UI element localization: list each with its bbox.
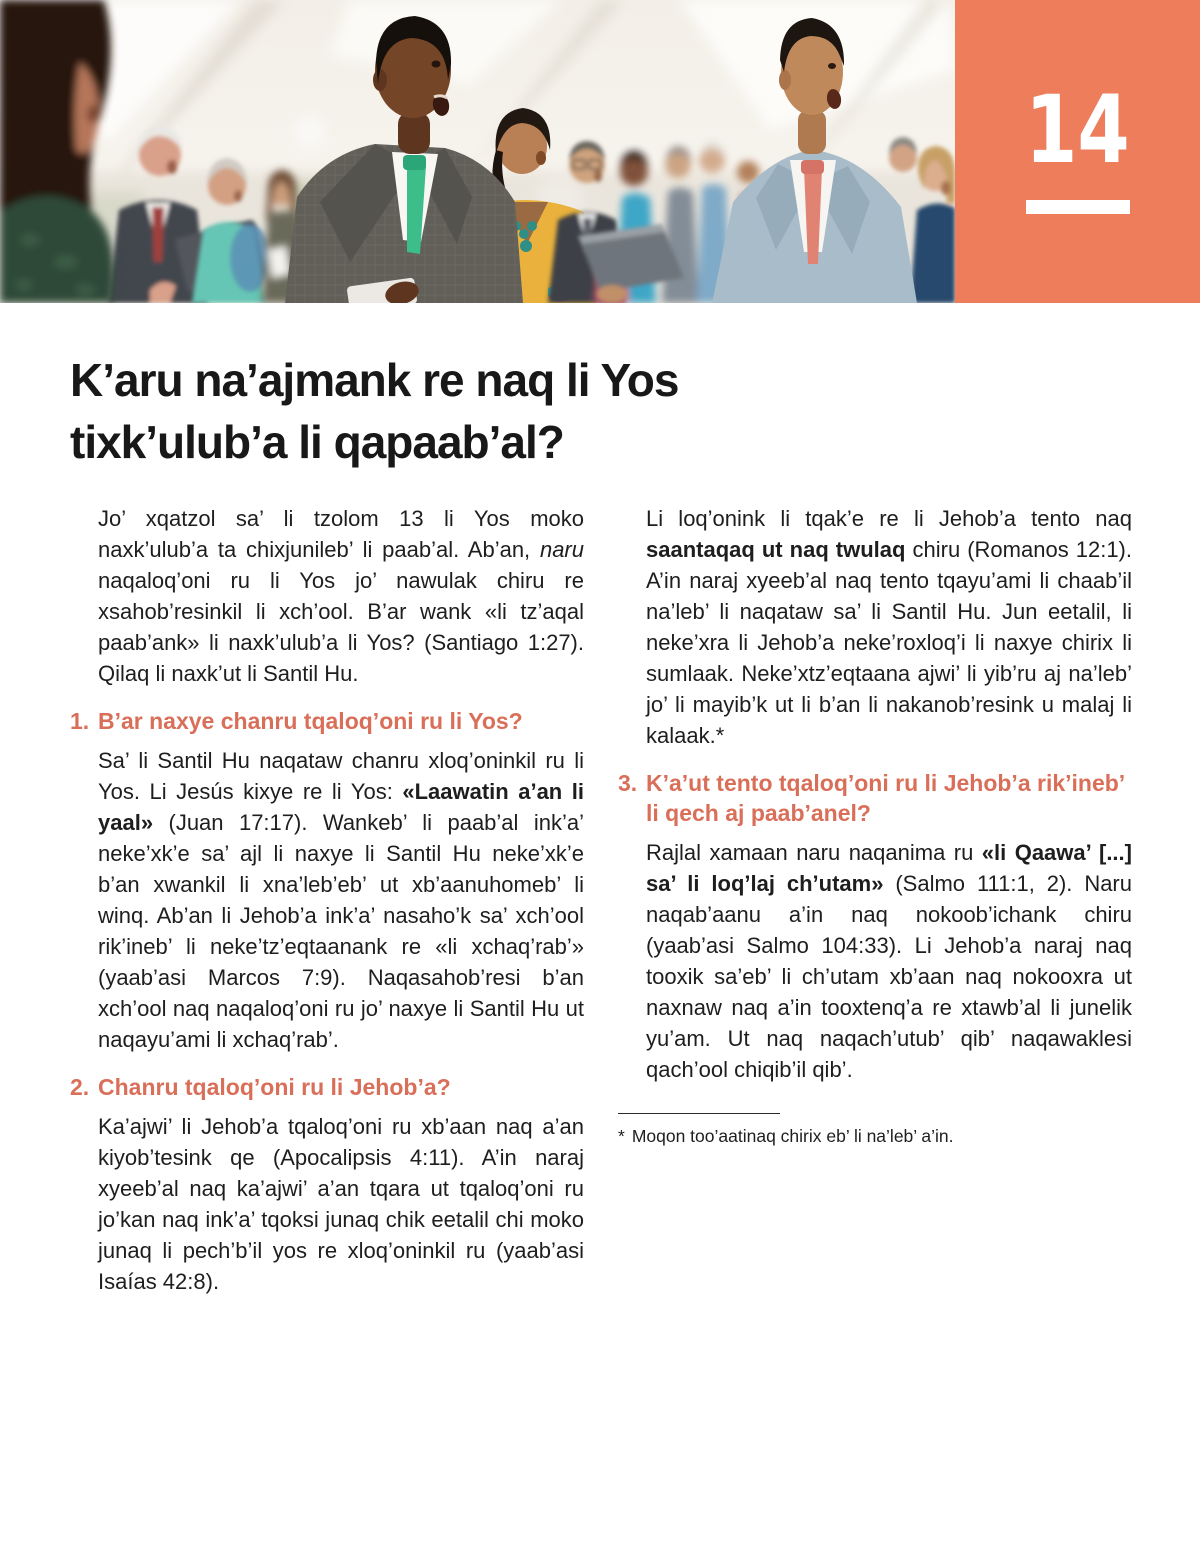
answer-paragraph-2-continued: Li loq’onink li tqak’e re li Jehob’a tento naq saantaqaq ut naq twulaq chiru (Romanos 12:1). A’in naraj xyeeb’al naq tento tqayu’ami li chaab’il na’leb’ li naqataw sa’ li Santil Hu. Jun eetalil, li neke’xra li Jehob’a neke’roxloq’i li naxye chirix li sumlaak. Neke’xtz’eqtaana ajwi’ li yib’ru aj na’leb’ jo’ li mayib’k ut li b’an li nakanob’resink u malaj li kalaak.* bbox=[646, 506, 1132, 748]
question-heading-3 bbox=[618, 768, 1132, 828]
answer-paragraph-1: Sa’ li Santil Hu naqataw chanru xloq’oninkil ru li Yos. Li Jesús kixye re li Yos: «Laawatin a’an li yaal» (Juan 17:17). Wankeb’ li paab’al ink’a’ neke’xk’e sa’ ajl li naxye li Santil Hu neke’xk’e b’an xwankil li xna’leb’eb’ ut xb’aanuhomeb’ li winq. Ab’an li Jehob’a ink’a’ nasaho’k sa’ xch’ool rik’ineb’ li neke’tz’eqtaanank re «li xchaq’rab’» (yaab’asi Marcos 7:9). Naqasahob’resi b’an xch’ool naq naqaloq’oni ru jo’ naxye li Santil Hu ut naqayu’ami li xchaq’rab’. bbox=[98, 748, 584, 1052]
question-number-1: 1. bbox=[70, 708, 90, 734]
page-header bbox=[0, 0, 1200, 303]
hero-photo-illustration bbox=[0, 0, 955, 303]
chapter-number-badge bbox=[955, 0, 1200, 303]
footnote-divider bbox=[618, 1113, 780, 1114]
question-heading-2 bbox=[70, 1072, 584, 1102]
question-text-3: K’a’ut tento tqaloq’oni ru li Jehob’a rik’ineb’ li qech aj paab’anel? bbox=[646, 770, 1124, 826]
article-columns bbox=[70, 503, 1130, 1306]
page-title-line-1: K’aru na’ajmank re naq li Yos bbox=[70, 354, 679, 406]
question-number-2: 2. bbox=[70, 1074, 90, 1100]
page-title-line-2: tixk’ulub’a li qapaab’al? bbox=[70, 416, 564, 468]
chapter-number: 14 bbox=[1025, 76, 1130, 185]
answer-paragraph-2: Ka’ajwi’ li Jehob’a tqaloq’oni ru xb’aan naq a’an kiyob’tesink qe (Apocalipsis 4:11). A’in naraj xyeeb’al naq ka’ajwi’ a’an tqara ut tqaloq’oni ru jo’kan naq ink’a’ tqoksi junaq chik eetalil chi moko junaq li pech’b’il yos re xloq’oninkil ru (yaab’asi Isaías 42:8). bbox=[98, 1114, 584, 1294]
question-text-2: Chanru tqaloq’oni ru li Jehob’a? bbox=[98, 1074, 451, 1100]
chapter-underline-bar bbox=[1026, 200, 1130, 214]
page-title bbox=[70, 349, 1130, 473]
footnote bbox=[618, 1113, 1132, 1148]
question-text-1: B’ar naxye chanru tqaloq’oni ru li Yos? bbox=[98, 708, 523, 734]
question-heading-1 bbox=[70, 706, 584, 736]
question-number-3: 3. bbox=[618, 770, 638, 796]
column-left bbox=[70, 503, 584, 1306]
hero-photo bbox=[0, 0, 955, 303]
answer-paragraph-3: Rajlal xamaan naru naqanima ru «li Qaawa’ [...] sa’ li loq’laj ch’utam» (Salmo 111:1, 2). Naru naqab’aanu a’in naq nokoob’ichank chiru (yaab’asi Salmo 104:33). Li Jehob’a naraj naq tooxik sa’eb’ li ch’utam xb’aan naq nokooxra ut naxnaw naq a’in tooxtenq’a re xtawb’al li junelik yu’am. Ut naq naqach’utub’ qib’ naqawaklesi qach’ool chiqib’il qib’. bbox=[646, 840, 1132, 1082]
column-right bbox=[618, 503, 1132, 1306]
footnote-body: Moqon too’aatinaq chirix eb’ li na’leb’ a’in. bbox=[631, 1126, 954, 1146]
footnote-marker: * bbox=[618, 1126, 625, 1146]
intro-paragraph: Jo’ xqatzol sa’ li tzolom 13 li Yos moko naxk’ulub’a ta chixjunileb’ li paab’al. Ab’an, naru naqaloq’oni ru li Yos jo’ nawulak chiru re xsahob’resinkil li xch’ool. B’ar wank «li tz’aqal paab’ank» li naxk’ulub’a li Yos? (Santiago 1:27). Qilaq li naxk’ut li Santil Hu. bbox=[98, 506, 584, 686]
footnote-text bbox=[618, 1125, 1132, 1148]
